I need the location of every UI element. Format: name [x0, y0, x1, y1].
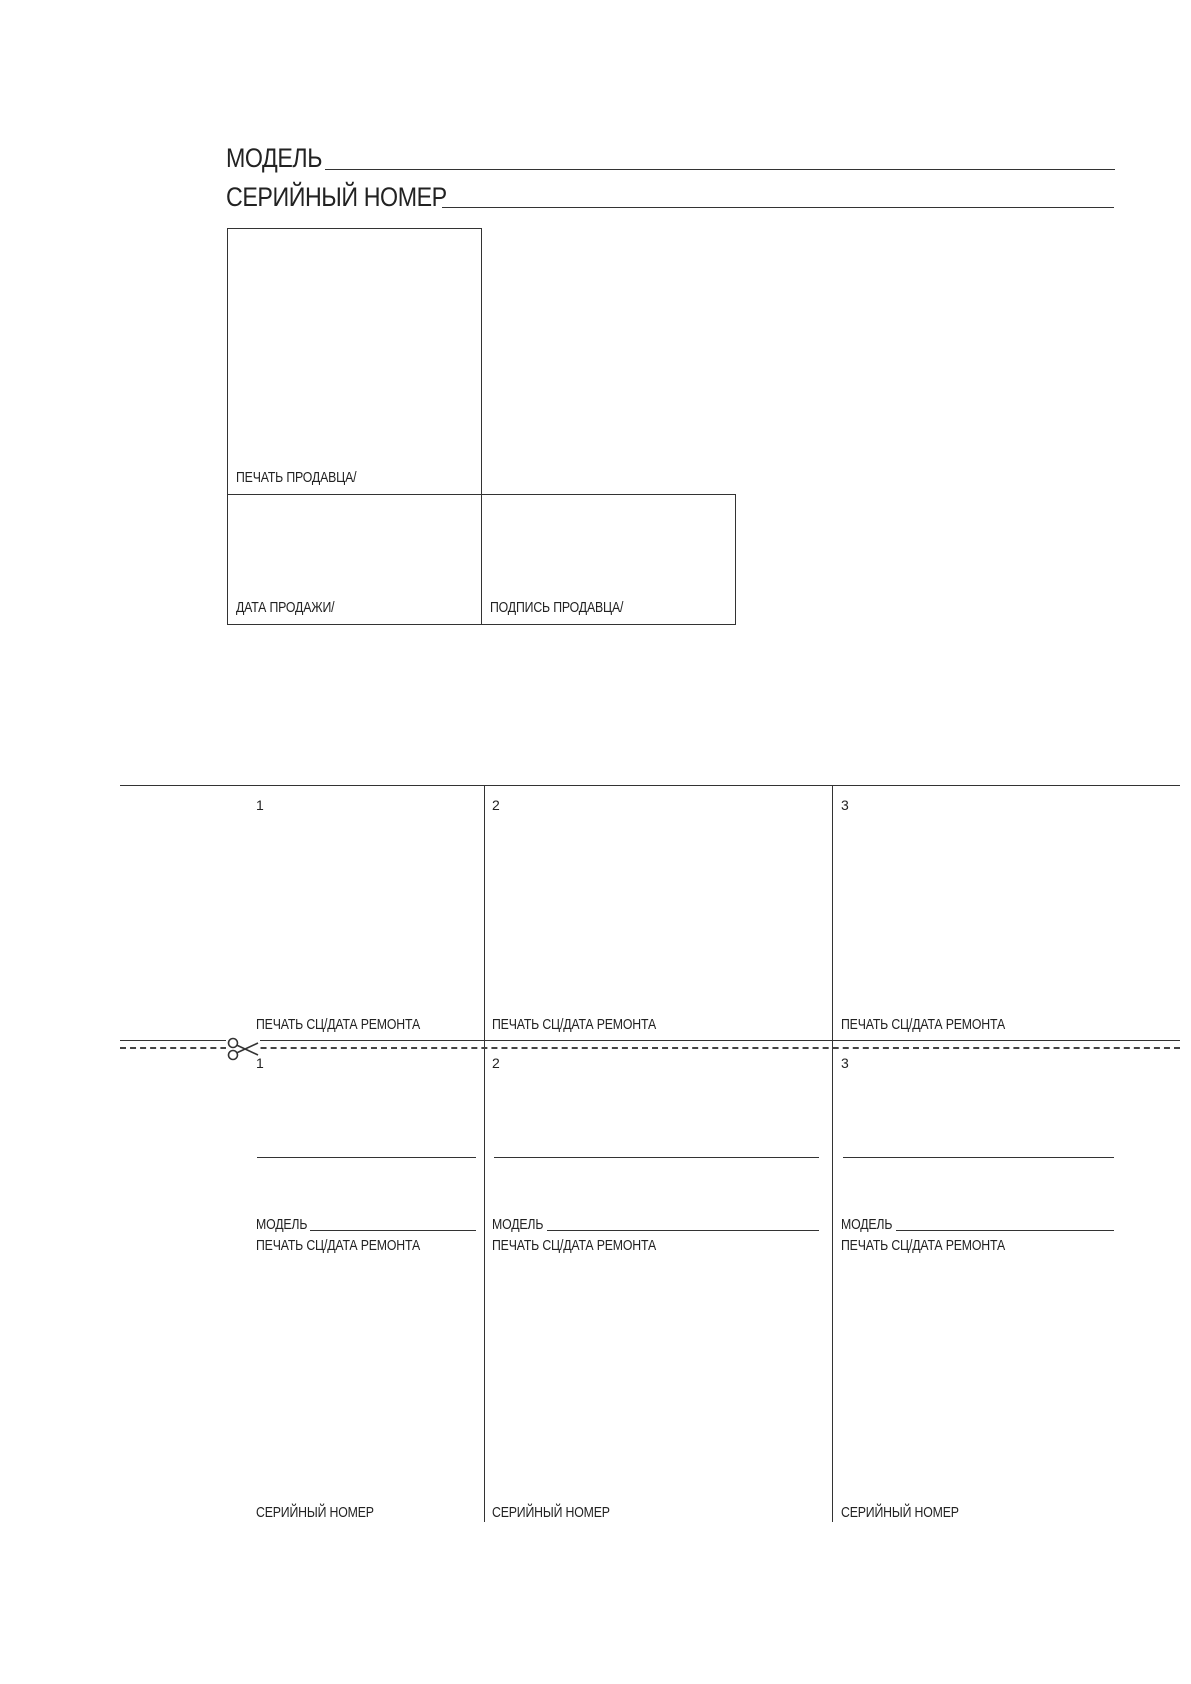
repair-divider-2	[832, 785, 833, 1522]
sale-date-label: ДАТА ПРОДАЖИ/	[236, 599, 335, 616]
seller-stamp-box[interactable]	[227, 228, 482, 495]
lower-coupon-3-line[interactable]	[843, 1157, 1114, 1158]
lower-coupon-1-serial-label: СЕРИЙНЫЙ НОМЕР	[256, 1504, 374, 1521]
lower-coupon-2-serial-label: СЕРИЙНЫЙ НОМЕР	[492, 1504, 610, 1521]
lower-coupon-3-model-line[interactable]	[896, 1230, 1114, 1231]
model-label: МОДЕЛЬ	[226, 143, 323, 173]
model-line[interactable]	[325, 169, 1115, 170]
serial-label: СЕРИЙНЫЙ НОМЕР	[226, 182, 447, 212]
cut-solid-line	[120, 1040, 1180, 1041]
upper-coupon-3-stamp-label: ПЕЧАТЬ СЦ/ДАТА РЕМОНТА	[841, 1016, 1005, 1033]
upper-coupon-1-stamp-label: ПЕЧАТЬ СЦ/ДАТА РЕМОНТА	[256, 1016, 420, 1033]
seller-signature-label: ПОДПИСЬ ПРОДАВЦА/	[490, 599, 624, 616]
lower-coupon-1-stamp-label: ПЕЧАТЬ СЦ/ДАТА РЕМОНТА	[256, 1237, 420, 1254]
lower-coupon-3-model-label: МОДЕЛЬ	[841, 1216, 893, 1233]
seller-stamp-label: ПЕЧАТЬ ПРОДАВЦА/	[236, 469, 357, 486]
upper-coupon-3-number: 3	[841, 797, 849, 813]
lower-coupon-2-model-line[interactable]	[547, 1230, 819, 1231]
serial-line[interactable]	[442, 207, 1114, 208]
cut-dashed-line	[120, 1047, 1180, 1049]
lower-coupon-3-stamp-label: ПЕЧАТЬ СЦ/ДАТА РЕМОНТА	[841, 1237, 1005, 1254]
scissors-icon	[226, 1036, 260, 1062]
repair-top-rule	[120, 785, 1180, 786]
lower-coupon-1-model-line[interactable]	[310, 1230, 476, 1231]
upper-coupon-2-number: 2	[492, 797, 500, 813]
lower-coupon-2-line[interactable]	[494, 1157, 819, 1158]
lower-coupon-3-number: 3	[841, 1055, 849, 1071]
lower-coupon-1-number: 1	[256, 1055, 264, 1071]
lower-coupon-3-serial-label: СЕРИЙНЫЙ НОМЕР	[841, 1504, 959, 1521]
upper-coupon-2-stamp-label: ПЕЧАТЬ СЦ/ДАТА РЕМОНТА	[492, 1016, 656, 1033]
lower-coupon-1-model-label: МОДЕЛЬ	[256, 1216, 308, 1233]
sale-date-box[interactable]	[227, 494, 482, 625]
lower-coupon-2-model-label: МОДЕЛЬ	[492, 1216, 544, 1233]
lower-coupon-2-stamp-label: ПЕЧАТЬ СЦ/ДАТА РЕМОНТА	[492, 1237, 656, 1254]
lower-coupon-2-number: 2	[492, 1055, 500, 1071]
lower-coupon-1-line[interactable]	[257, 1157, 476, 1158]
repair-divider-1	[484, 785, 485, 1522]
seller-signature-box[interactable]	[481, 494, 736, 625]
upper-coupon-1-number: 1	[256, 797, 264, 813]
